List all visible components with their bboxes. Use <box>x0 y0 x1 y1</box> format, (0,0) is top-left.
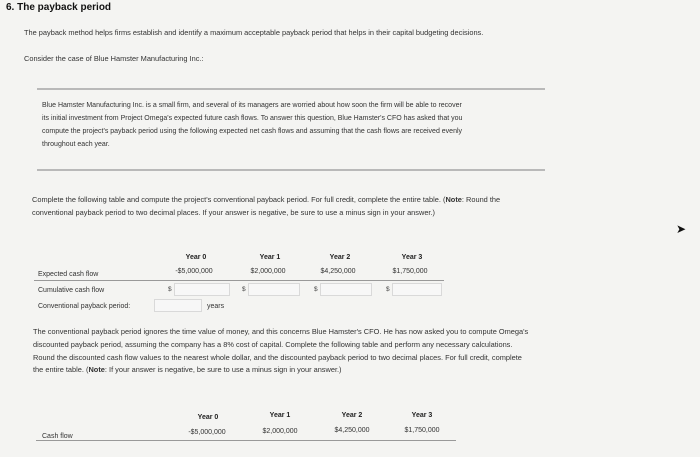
cash-flow-year1: $2,000,000 <box>262 428 298 435</box>
expected-cash-flow-year1: $2,000,000 <box>250 268 286 275</box>
table1-header-year2: Year 2 <box>329 254 351 261</box>
cash-flow-year3: $1,750,000 <box>404 427 440 434</box>
discounted-line: discounted payback period, assuming the company has a 8% cost of capital. Complete the following table and perform any necessary calculations. <box>33 339 513 349</box>
cumulative-year3-input[interactable] <box>392 283 442 296</box>
expected-cash-flow-year0: -$5,000,000 <box>175 268 213 275</box>
case-line: Blue Hamster Manufacturing Inc. is a small firm, and several of its managers are worried about how soon the firm will be able to recover <box>42 102 462 109</box>
cumulative-cash-flow-label: Cumulative cash flow <box>38 287 105 294</box>
table2-header-year2: Year 2 <box>341 412 363 419</box>
table2-header-year3: Year 3 <box>411 412 433 419</box>
cumulative-year0-input[interactable] <box>174 283 230 296</box>
intro-text: The payback method helps firms establish and identify a maximum acceptable payback period that helps in their capital budgeting decisions. <box>24 28 484 37</box>
payback-unit: years <box>207 303 225 310</box>
question-title: 6. The payback period <box>6 2 112 13</box>
mouse-cursor-icon: ➤ <box>676 222 687 236</box>
expected-cash-flow-year3: $1,750,000 <box>392 268 428 275</box>
discounted-line: Round the discounted cash flow values to the nearest whole dollar, and the discounted payback period to two decimal places. For full credit, complete <box>33 352 522 362</box>
table1-header-year3: Year 3 <box>401 254 423 261</box>
cash-flow-year0: -$5,000,000 <box>188 429 226 436</box>
payback-period-input[interactable] <box>154 299 202 312</box>
discounted-instructions <box>33 326 528 377</box>
dollar-sign: $ <box>386 286 390 293</box>
case-bottom-divider <box>37 169 545 171</box>
table2-header-year0: Year 0 <box>197 414 219 421</box>
table1-header-year1: Year 1 <box>259 254 281 261</box>
payback-period-label: Conventional payback period: <box>38 303 131 310</box>
instructions-line-1: Complete the following table and compute the project's conventional payback period. For full credit, complete the entire table. (Note: Round the <box>32 195 501 204</box>
case-line: throughout each year. <box>42 141 110 148</box>
expected-cash-flow-label: Expected cash flow <box>38 271 99 278</box>
case-description <box>42 99 462 151</box>
dollar-sign: $ <box>168 286 172 293</box>
consider-text: Consider the case of Blue Hamster Manufacturing Inc.: <box>24 54 204 63</box>
dollar-sign: $ <box>242 286 246 293</box>
cumulative-year2-input[interactable] <box>320 283 372 296</box>
case-line: its initial investment from Project Omega's expected future cash flows. To answer this question, Blue Hamster's CFO has asked that you <box>42 115 463 122</box>
case-top-divider <box>37 88 545 90</box>
cash-flow-year2: $4,250,000 <box>334 427 370 434</box>
table2-header-year1: Year 1 <box>269 412 291 419</box>
cash-flow-label: Cash flow <box>42 433 73 440</box>
dollar-sign: $ <box>314 286 318 293</box>
case-line: compute the project's payback period using the following expected net cash flows and assuming that the cash flows are received evenly <box>42 128 463 135</box>
table1-header-year0: Year 0 <box>185 254 207 261</box>
discounted-line: The conventional payback period ignores the time value of money, and this concerns Blue Hamster's CFO. He has now asked you to compute Omega's <box>33 327 529 336</box>
table2-row-divider <box>36 440 456 441</box>
cumulative-year1-input[interactable] <box>248 283 300 296</box>
table1-row-divider <box>34 280 444 281</box>
expected-cash-flow-year2: $4,250,000 <box>320 268 356 275</box>
instructions-line-2: conventional payback period to two decimal places. If your answer is negative, be sure to use a minus sign in your answer.) <box>32 208 436 217</box>
discounted-line-last: the entire table. (Note: If your answer is negative, be sure to use a minus sign in your answer.) <box>33 365 342 375</box>
